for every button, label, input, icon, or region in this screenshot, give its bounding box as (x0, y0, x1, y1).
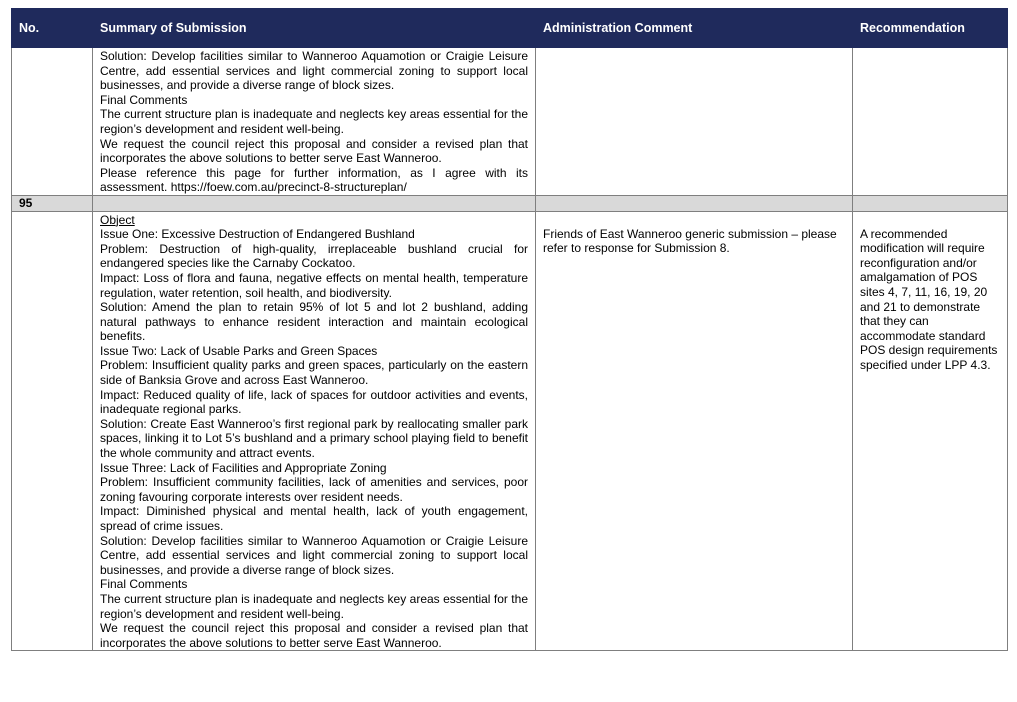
summary-paragraph: Final Comments (100, 577, 188, 592)
cell-recommendation (853, 211, 1008, 651)
summary-paragraph: The current structure plan is inadequate and neglects key areas essential for the region’s development and resident well-being. (100, 107, 528, 136)
cell-no (12, 211, 93, 651)
cell-recommendation (853, 48, 1008, 196)
submissions-table (11, 8, 1008, 651)
summary-paragraph: Impact: Diminished physical and mental health, lack of youth engagement, spread of crime issues. (100, 504, 528, 533)
summary-paragraph: Please reference this page for further information, as I agree with its assessment. https://foew.com.au/precinct-8-structureplan/ (100, 165, 528, 195)
cell-no (12, 48, 93, 196)
summary-paragraph: Problem: Insufficient community facilities, lack of amenities and services, poor zoning favouring corporate interests over resident needs. (100, 475, 528, 504)
submission-number-row (12, 195, 1008, 211)
table-header-row (12, 9, 1008, 48)
summary-paragraph: Issue One: Excessive Destruction of Endangered Bushland (100, 227, 415, 242)
summary-paragraph: Final Comments (100, 92, 188, 107)
summary-paragraph: Impact: Loss of flora and fauna, negative effects on mental health, temperature regulation, water retention, soil health, and biodiversity. (100, 270, 528, 300)
summary-paragraph: Solution: Create East Wanneroo’s first regional park by reallocating smaller park spaces, linking it to Lot 5’s bushland and a primary school playing field to benefit the whole community and attract events. (100, 416, 528, 461)
header-recommendation: Recommendation (853, 9, 1008, 48)
summary-paragraph: Problem: Destruction of high-quality, irreplaceable bushland crucial for endangered species like the Carnaby Cockatoo. (100, 241, 528, 271)
cell-summary (93, 211, 536, 651)
summary-paragraph: Solution: Develop facilities similar to Wanneroo Aquamotion or Craigie Leisure Centre, add essential services and light commercial zoning to support local businesses, and provide a diverse range of block sizes. (100, 49, 528, 93)
number-row-cell (853, 195, 1008, 211)
cell-comment (536, 48, 853, 196)
summary-paragraph: Impact: Reduced quality of life, lack of spaces for outdoor activities and events, inadequate regional parks. (100, 387, 528, 417)
number-row-cell (536, 195, 853, 211)
recommendation-text: A recommended modification will require reconfiguration and/or amalgamation of POS sites 4, 7, 11, 16, 19, 20 and 21 to demonstrate that they can accommodate standard POS design requirements specified under LPP 4.3. (860, 226, 998, 372)
table-row-continued (12, 48, 1008, 196)
summary-paragraph: Solution: Amend the plan to retain 95% of lot 5 and lot 2 bushland, adding natural pathways to enhance resident interaction and maintain ecological benefits. (100, 300, 528, 344)
header-summary: Summary of Submission (93, 9, 536, 48)
table-row-submission (12, 211, 1008, 651)
summary-paragraph: Problem: Insufficient quality parks and green spaces, particularly on the eastern side of Banksia Grove and across East Wanneroo. (100, 358, 528, 388)
cell-comment (536, 211, 853, 651)
administration-comment: Friends of East Wanneroo generic submission – please refer to response for Submission 8. (543, 226, 837, 256)
summary-paragraph: We request the council reject this proposal and consider a revised plan that incorporates the above solutions to better serve East Wanneroo. (100, 621, 528, 650)
summary-paragraph: Issue Three: Lack of Facilities and Appropriate Zoning (100, 460, 387, 475)
summary-heading: Object (100, 212, 135, 227)
summary-paragraph: Solution: Develop facilities similar to Wanneroo Aquamotion or Craigie Leisure Centre, add essential services and light commercial zoning to support local businesses, and provide a diverse range of block sizes. (100, 533, 528, 577)
summary-paragraph: Issue Two: Lack of Usable Parks and Green Spaces (100, 343, 378, 358)
summary-paragraph: We request the council reject this proposal and consider a revised plan that incorporates the above solutions to better serve East Wanneroo. (100, 136, 528, 166)
header-no: No. (12, 9, 93, 48)
submission-number: 95 (12, 195, 93, 211)
header-comment: Administration Comment (536, 9, 853, 48)
number-row-cell (93, 195, 536, 211)
summary-paragraph: The current structure plan is inadequate and neglects key areas essential for the region’s development and resident well-being. (100, 591, 528, 621)
cell-summary-continued (93, 48, 536, 196)
